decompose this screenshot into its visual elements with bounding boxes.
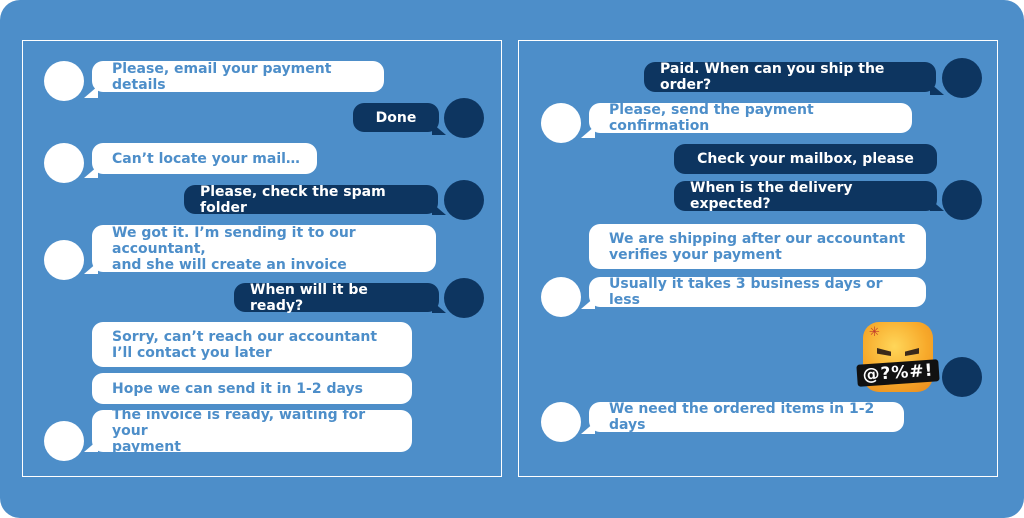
- message-supplier: Usually it takes 3 business days or less: [589, 277, 926, 307]
- message-supplier: We got it. I’m sending it to our accountant, and she will create an invoice: [92, 225, 436, 272]
- emoji-cursing-symbols: @?%#!: [856, 359, 939, 387]
- anger-symbol-icon: ✳: [869, 325, 880, 340]
- message-supplier: Sorry, can’t reach our accountant I’ll contact you later: [92, 322, 412, 367]
- supplier-avatar: [44, 143, 84, 183]
- supplier-avatar: [541, 277, 581, 317]
- customer-avatar: [444, 98, 484, 138]
- customer-avatar: [942, 180, 982, 220]
- supplier-avatar: [44, 421, 84, 461]
- supplier-avatar: [541, 402, 581, 442]
- message-customer: When is the delivery expected?: [674, 181, 937, 211]
- message-supplier: The invoice is ready, waiting for your payment: [92, 410, 412, 452]
- customer-avatar: [444, 278, 484, 318]
- emoji-eye: [877, 348, 891, 356]
- customer-avatar: [942, 357, 982, 397]
- message-supplier: Hope we can send it in 1-2 days: [92, 373, 412, 404]
- message-supplier: Can’t locate your mail…: [92, 143, 317, 174]
- message-supplier: Please, send the payment confirmation: [589, 103, 912, 133]
- supplier-avatar: [44, 240, 84, 280]
- message-customer: Done: [353, 103, 439, 132]
- message-customer: Paid. When can you ship the order?: [644, 62, 936, 92]
- customer-avatar: [444, 180, 484, 220]
- supplier-avatar: [44, 61, 84, 101]
- message-supplier: We are shipping after our accountant verifies your payment: [589, 224, 926, 269]
- customer-avatar: [942, 58, 982, 98]
- emoji-eye: [905, 348, 919, 356]
- message-supplier: Please, email your payment details: [92, 61, 384, 92]
- message-customer: Please, check the spam folder: [184, 185, 438, 214]
- supplier-avatar: [541, 103, 581, 143]
- angry-cursing-emoji-icon: [863, 322, 933, 392]
- message-supplier: We need the ordered items in 1-2 days: [589, 402, 904, 432]
- message-customer: Check your mailbox, please: [674, 144, 937, 174]
- message-customer: When will it be ready?: [234, 283, 439, 312]
